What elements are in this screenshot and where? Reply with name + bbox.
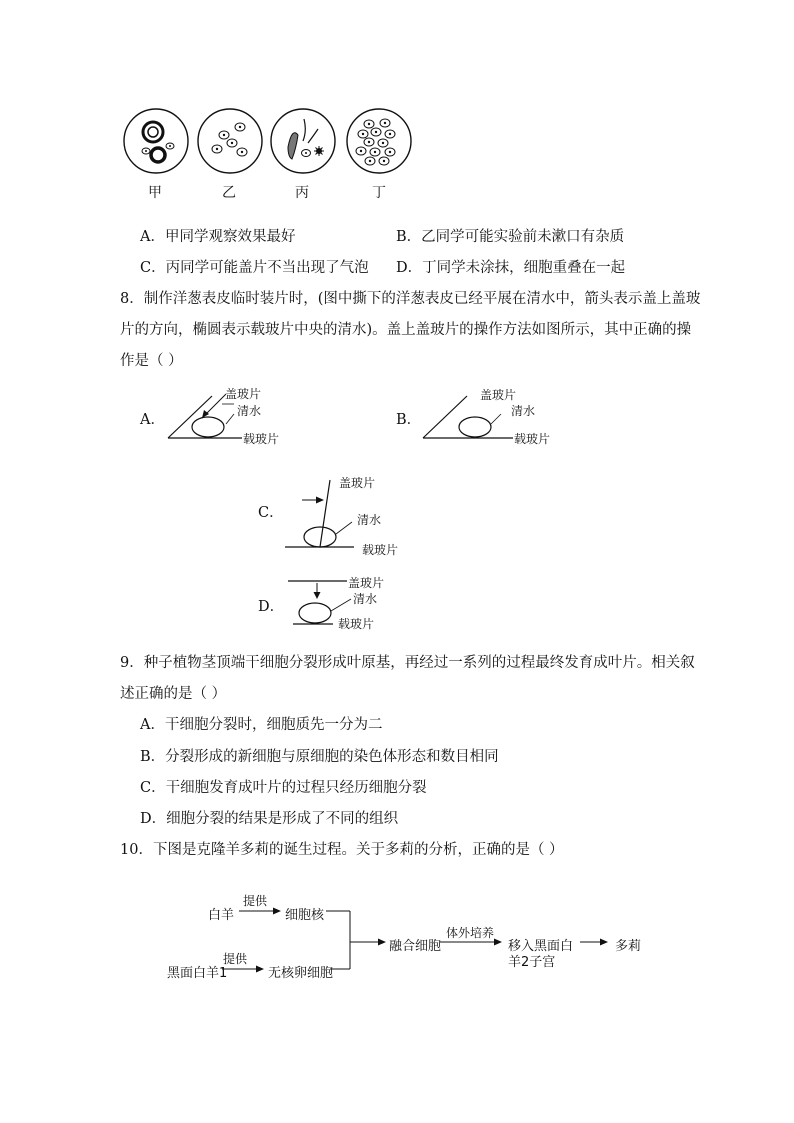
flow-black-sheep-1: 黑面白羊1 bbox=[167, 966, 228, 981]
field-bing bbox=[271, 109, 335, 173]
q8-a-cover-label: 盖玻片 bbox=[225, 387, 262, 401]
q8-d-cover-label: 盖玻片 bbox=[348, 576, 385, 590]
flow-provide-1: 提供 bbox=[243, 894, 268, 908]
q8-c-cover-label: 盖玻片 bbox=[339, 476, 376, 490]
q8-c-slide-label: 载玻片 bbox=[362, 543, 399, 557]
flow-fused-cell: 融合细胞 bbox=[389, 939, 442, 954]
q8-option-d-letter: D． bbox=[258, 599, 285, 615]
field-ding bbox=[347, 109, 411, 173]
caption-yi: 乙 bbox=[222, 185, 236, 201]
q8-a-water-label: 清水 bbox=[237, 404, 262, 418]
q9-option-b: B．分裂形成的新细胞与原细胞的染色体形态和数目相同 bbox=[140, 749, 499, 765]
caption-bing: 丙 bbox=[295, 185, 309, 201]
q7-option-b: B．乙同学可能实验前未漱口有杂质 bbox=[396, 229, 625, 245]
caption-jia: 甲 bbox=[148, 185, 162, 201]
q8-stem-line3: 作是（ ） bbox=[120, 353, 183, 369]
q8-d-slide-label: 载玻片 bbox=[338, 617, 375, 631]
q8-stem-line1: 8．制作洋葱表皮临时装片时，(图中撕下的洋葱表皮已经平展在清水中，箭头表示盖上盖玻 bbox=[120, 291, 701, 307]
flow-implant-line2: 羊2子宫 bbox=[508, 955, 556, 970]
flow-dolly: 多莉 bbox=[615, 939, 642, 954]
q8-option-b-letter: B． bbox=[396, 412, 422, 428]
q8-stem-line2: 片的方向，椭圆表示载玻片中央的清水)。盖上盖玻片的操作方法如图所示，其中正确的操 bbox=[120, 322, 692, 338]
q8-c-water-label: 清水 bbox=[357, 513, 382, 527]
q9-stem-line1: 9．种子植物茎顶端干细胞分裂形成叶原基，再经过一系列的过程最终发育成叶片。相关叙 bbox=[120, 655, 695, 671]
flow-implant-line1: 移入黑面白 bbox=[508, 939, 574, 954]
q9-option-c: C．干细胞发育成叶片的过程只经历细胞分裂 bbox=[140, 780, 427, 796]
q9-option-a: A．干细胞分裂时，细胞质先一分为二 bbox=[140, 717, 383, 733]
q7-option-c: C．丙同学可能盖片不当出现了气泡 bbox=[140, 260, 369, 276]
q7-option-d: D．丁同学未涂抹，细胞重叠在一起 bbox=[396, 260, 626, 276]
microscope-fields-figure bbox=[120, 107, 420, 177]
q8-d-water-label: 清水 bbox=[353, 592, 378, 606]
field-yi bbox=[198, 109, 262, 173]
flow-culture: 体外培养 bbox=[446, 926, 495, 940]
q8-b-cover-label: 盖玻片 bbox=[480, 388, 517, 402]
flow-enucleated-egg: 无核卵细胞 bbox=[268, 966, 334, 981]
q8-b-slide-label: 载玻片 bbox=[514, 432, 551, 446]
q9-option-d: D．细胞分裂的结果是形成了不同的组织 bbox=[140, 811, 399, 827]
flow-white-sheep: 白羊 bbox=[208, 908, 235, 923]
q8-b-water-label: 清水 bbox=[511, 404, 536, 418]
caption-ding: 丁 bbox=[372, 185, 386, 201]
q7-option-a: A．甲同学观察效果最好 bbox=[140, 229, 296, 245]
flow-provide-2: 提供 bbox=[223, 952, 248, 966]
q8-option-c-letter: C． bbox=[258, 505, 284, 521]
q9-stem-line2: 述正确的是（ ） bbox=[120, 686, 227, 702]
field-jia bbox=[124, 109, 188, 173]
q8-a-slide-label: 载玻片 bbox=[243, 432, 280, 446]
q8-option-a-letter: A． bbox=[140, 412, 165, 428]
flow-nucleus: 细胞核 bbox=[285, 908, 325, 923]
q10-stem: 10．下图是克隆羊多莉的诞生过程。关于多莉的分析，正确的是（ ） bbox=[120, 842, 564, 858]
